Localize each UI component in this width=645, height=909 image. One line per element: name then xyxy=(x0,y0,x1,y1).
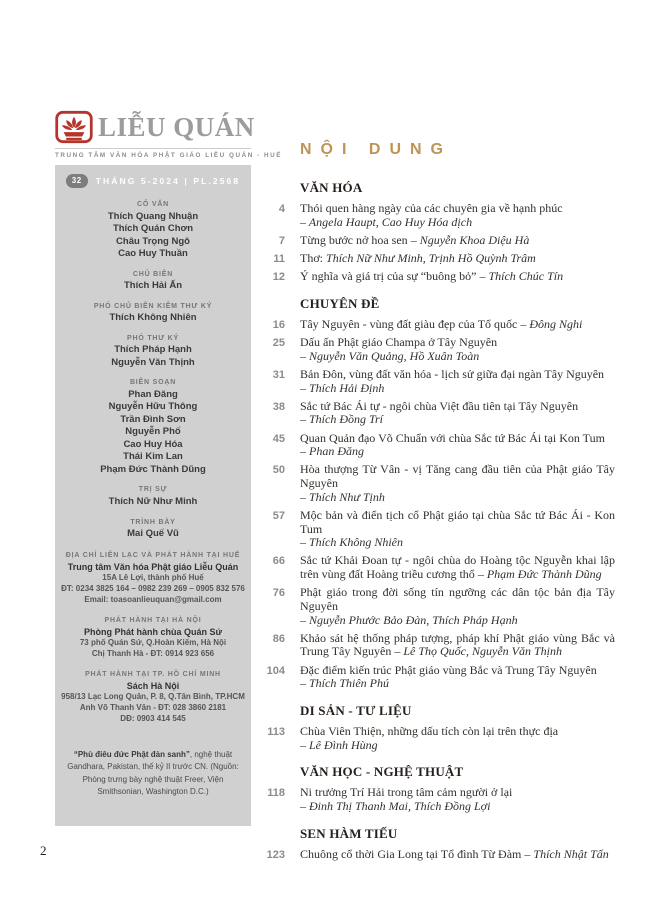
entry-body xyxy=(300,336,615,363)
entry-page-number: 11 xyxy=(273,253,285,266)
staff-section-co-van xyxy=(55,201,251,261)
contact-label: PHÁT HÀNH TẠI HÀ NỘI xyxy=(104,616,202,624)
entry-title: Bản Đôn, vùng đất văn hóa - lịch sử giữa đại ngàn Tây Nguyên xyxy=(300,366,605,381)
entry-page-number: 25 xyxy=(272,337,285,350)
staff-label: TRÌNH BÀY xyxy=(130,518,176,526)
entry-body xyxy=(300,586,615,627)
contact-block-hue xyxy=(55,552,251,606)
entry-author: – Đông Nghi xyxy=(520,316,583,331)
contact-block-hcmc xyxy=(55,671,251,725)
staff-name: Thích Nữ Như Minh xyxy=(108,495,198,507)
toc-section-chuyen-de xyxy=(255,296,615,691)
staff-section-chu-bien xyxy=(55,271,251,293)
entry-page-number: 12 xyxy=(272,271,285,284)
entry-body xyxy=(300,270,615,284)
contact-line: 958/13 Lạc Long Quân, P. 8, Q.Tân Bình, TP.HCM xyxy=(61,692,245,702)
staff-name: Nguyễn Văn Thịnh xyxy=(111,356,195,368)
entry-page-number: 76 xyxy=(272,587,285,600)
entry-page-number: 45 xyxy=(272,432,285,445)
issue-date: THÁNG 5-2024 | PL.2568 xyxy=(95,176,241,186)
staff-name: Cao Huy Thuần xyxy=(118,248,188,260)
staff-label: CỐ VẤN xyxy=(136,201,170,208)
contact-line: 73 phố Quán Sứ, Q.Hoàn Kiếm, Hà Nội xyxy=(79,638,227,648)
entry-page-number: 7 xyxy=(278,234,285,247)
toc-entry xyxy=(255,848,615,862)
entry-page-number: 118 xyxy=(267,787,285,800)
contact-line: 15A Lê Lợi, thành phố Huế xyxy=(102,573,204,583)
contact-name: Phòng Phát hành chùa Quán Sứ xyxy=(83,627,223,638)
toc-entry xyxy=(255,432,615,459)
toc-entry xyxy=(255,202,615,229)
contact-label: ĐỊA CHỈ LIÊN LẠC VÀ PHÁT HÀNH TẠI HUẾ xyxy=(65,551,241,559)
staff-section-trinh-bay xyxy=(55,519,251,541)
toc-section-title: VĂN HỌC - NGHỆ THUẬT xyxy=(300,764,464,780)
entry-body xyxy=(300,318,615,332)
toc-section-title: VĂN HÓA xyxy=(300,180,363,195)
toc-entry xyxy=(255,234,615,248)
entry-page-number: 50 xyxy=(272,464,285,477)
staff-name: Nguyễn Phố xyxy=(125,426,181,438)
entry-author: – Thích Hải Định xyxy=(300,380,385,395)
toc-section-title: CHUYÊN ĐỀ xyxy=(300,295,380,311)
toc-entry xyxy=(255,318,615,332)
entry-title: Phật giáo trong đời sống tín ngưỡng các dân tộc bản địa Tây Nguyên xyxy=(300,585,615,613)
entry-body xyxy=(300,202,615,229)
staff-name: Thích Quán Chơn xyxy=(112,223,194,235)
toc-entry xyxy=(255,400,615,427)
toc-entry xyxy=(255,664,615,691)
entry-author: – Phạm Đức Thành Dũng xyxy=(477,567,602,582)
entry-author: – Thích Như Tịnh xyxy=(300,489,385,504)
staff-section-pho-chu-bien xyxy=(55,303,251,325)
staff-label: PHÓ CHỦ BIÊN KIÊM THƯ KÝ xyxy=(93,302,213,310)
staff-name: Thích Quang Nhuận xyxy=(107,210,199,222)
contact-line: Email: toasoanlieuquan@gmail.com xyxy=(84,594,222,604)
entry-page-number: 4 xyxy=(278,203,285,215)
entry-author: – Phan Đăng xyxy=(300,444,364,459)
entry-page-number: 86 xyxy=(272,632,285,645)
entry-title: Dấu ấn Phật giáo Champa ở Tây Nguyên xyxy=(300,335,498,350)
masthead-info-panel xyxy=(55,165,251,826)
entry-title: Hòa thượng Từ Vân - vị Tăng cang đầu tiên của Phật giáo Tây Nguyên xyxy=(300,462,615,491)
entry-body xyxy=(300,554,615,581)
entry-body xyxy=(300,664,615,691)
issue-row xyxy=(55,171,251,191)
staff-label: TRỊ SỰ xyxy=(138,486,168,494)
contact-line: DĐ: 0903 414 545 xyxy=(120,714,186,724)
entry-title: Ý nghĩa và giá trị của sự “buông bỏ” xyxy=(300,269,477,284)
entry-author: – Nguyễn Văn Quảng, Hồ Xuân Toàn xyxy=(300,348,480,363)
entry-body xyxy=(300,234,615,248)
entry-title: Tây Nguyên - vùng đất giàu đẹp của Tổ quốc xyxy=(300,316,518,331)
staff-name: Thích Pháp Hạnh xyxy=(114,344,192,356)
staff-name: Mai Quế Vũ xyxy=(127,528,179,539)
staff-name: Trần Đình Sơn xyxy=(120,413,186,425)
toc-entry xyxy=(255,270,615,284)
toc-section-title: SEN HÀM TIẾU xyxy=(300,825,398,841)
entry-title: Thơ: xyxy=(300,251,324,266)
staff-name: Cao Huy Hóa xyxy=(123,438,183,450)
toc-section-van-hoc xyxy=(255,764,615,813)
contact-block-hanoi xyxy=(55,617,251,660)
entry-body xyxy=(300,432,615,459)
caption-title: “Phù điêu đức Phật đản sanh” xyxy=(73,749,190,759)
contact-line: ĐT: 0234 3825 164 – 0982 239 269 – 0905 832 576 xyxy=(61,583,245,593)
toc-section-sen-ham-tieu xyxy=(255,826,615,862)
folio-page-number: 2 xyxy=(40,843,47,858)
toc-entry xyxy=(255,554,615,581)
magazine-logo xyxy=(55,110,255,144)
cover-image-caption xyxy=(55,749,251,799)
staff-label: BIÊN SOẠN xyxy=(129,379,177,387)
staff-name: Thích Không Nhiên xyxy=(109,312,197,324)
toc-entry xyxy=(255,725,615,752)
staff-section-tri-su xyxy=(55,486,251,508)
entry-page-number: 38 xyxy=(272,400,285,413)
entry-title: Từng bước nở hoa sen xyxy=(300,232,408,247)
entry-body xyxy=(300,848,615,862)
entry-author: – Thích Chúc Tín xyxy=(479,269,564,284)
entry-author: Thích Nữ Như Minh, Trịnh Hồ Quỳnh Trâm xyxy=(326,251,536,266)
staff-name: Thích Hải Ấn xyxy=(123,280,183,292)
entry-title: Sắc tứ Khải Đoan tự - ngôi chùa do Hoàng tộc Nguyễn khai lập trên vùng đất Hoàng triều cương thổ xyxy=(300,553,615,582)
entry-body xyxy=(300,725,615,752)
toc-entry xyxy=(255,463,615,504)
entry-body xyxy=(300,463,615,504)
entry-title: Chuông cổ thời Gia Long tại Tổ đình Từ Đàm xyxy=(300,846,522,861)
entry-author: – Đinh Thị Thanh Mai, Thích Đồng Lợi xyxy=(300,799,491,813)
staff-label: CHỦ BIÊN xyxy=(132,270,174,278)
magazine-title: LIỄU QUÁN xyxy=(98,111,255,142)
entry-page-number: 66 xyxy=(272,555,285,568)
entry-title: Ni trưởng Trí Hải trong tâm cảm người ở lại xyxy=(300,785,513,800)
entry-page-number: 31 xyxy=(272,368,285,381)
staff-name: Phan Đăng xyxy=(128,388,178,400)
entry-body xyxy=(300,509,615,550)
caption-text: , nghệ thuật Gandhara, Pakistan, thế kỷ II trước CN. (Nguồn: Phòng trưng bày nghệ thuật Freer, Viện Smithsonian, Washington D.C.) xyxy=(67,749,239,796)
contact-name: Sách Hà Nội xyxy=(126,681,180,692)
entry-body xyxy=(300,786,615,813)
entry-page-number: 104 xyxy=(266,664,285,677)
entry-title: Mộc bản và điển tịch cổ Phật giáo tại chùa Sắc tứ Bác Ái - Kon Tum xyxy=(300,507,615,536)
entry-body xyxy=(300,400,615,427)
toc-heading: NỘI DUNG xyxy=(300,141,452,158)
staff-name: Phạm Đức Thành Dũng xyxy=(100,463,206,475)
contact-name: Trung tâm Văn hóa Phật giáo Liễu Quán xyxy=(67,562,239,573)
toc-entry xyxy=(255,336,615,363)
entry-title: Đặc điểm kiến trúc Phật giáo vùng Bắc và Trung Tây Nguyên xyxy=(300,662,597,677)
entry-body xyxy=(300,252,615,266)
staff-label: PHÓ THƯ KÝ xyxy=(127,334,179,342)
entry-title: Thói quen hàng ngày của các chuyên gia về hạnh phúc xyxy=(300,201,563,215)
lotus-seal-icon xyxy=(55,110,93,144)
entry-title: Sắc tứ Bác Ái tự - ngôi chùa Việt đầu tiên tại Tây Nguyên xyxy=(300,398,579,413)
entry-title: Chùa Viên Thiện, những dấu tích còn lại trên thực địa xyxy=(300,723,559,738)
toc-entry xyxy=(255,509,615,550)
entry-title: Quan Quản đạo Võ Chuẩn với chùa Sắc tứ Bác Ái tại Kon Tum xyxy=(300,430,605,445)
staff-name: Thái Kim Lan xyxy=(123,451,183,463)
issue-number-badge: 32 xyxy=(66,174,88,188)
toc-entry xyxy=(255,786,615,813)
contact-line: Anh Võ Thanh Vân - ĐT: 028 3860 2181 xyxy=(79,703,227,713)
entry-body xyxy=(300,368,615,395)
contact-label: PHÁT HÀNH TẠI TP. HỒ CHÍ MINH xyxy=(85,670,221,678)
toc-entry xyxy=(255,368,615,395)
toc-entry xyxy=(255,252,615,266)
entry-author: – Thích Đồng Trí xyxy=(300,412,384,427)
entry-author: – Angela Haupt, Cao Huy Hóa dịch xyxy=(300,214,473,229)
staff-name: Châu Trọng Ngô xyxy=(116,235,190,247)
toc-section-di-san xyxy=(255,703,615,752)
entry-body xyxy=(300,632,615,659)
staff-section-pho-thu-ky xyxy=(55,335,251,370)
entry-author: – Nguyễn Khoa Diệu Hà xyxy=(410,232,530,247)
entry-author: – Lê Thọ Quốc, Nguyễn Văn Thịnh xyxy=(394,644,563,659)
contact-line: Chị Thanh Hà - ĐT: 0914 923 656 xyxy=(91,649,215,658)
entry-page-number: 123 xyxy=(266,848,285,861)
entry-page-number: 16 xyxy=(272,318,285,331)
entry-author: – Thích Nhật Tấn xyxy=(524,846,609,861)
entry-page-number: 57 xyxy=(272,509,285,522)
staff-name: Nguyễn Hữu Thông xyxy=(108,401,198,413)
table-of-contents xyxy=(255,141,615,866)
entry-page-number: 113 xyxy=(267,725,285,738)
entry-author: – Thích Thiên Phú xyxy=(300,676,389,691)
entry-author: – Nguyễn Phước Bảo Đàn, Thích Pháp Hạnh xyxy=(300,612,518,627)
magazine-subtitle: TRUNG TÂM VĂN HÓA PHẬT GIÁO LIỄU QUÁN - HUẾ xyxy=(55,148,251,159)
toc-entry xyxy=(255,632,615,659)
entry-author: – Lê Đình Hùng xyxy=(300,737,378,752)
toc-section-van-hoa xyxy=(255,180,615,284)
entry-author: – Thích Không Nhiên xyxy=(300,535,404,550)
entry-title: Khảo sát hệ thống pháp tượng, pháp khí Phật giáo vùng Bắc và Trung Tây Nguyên xyxy=(300,630,615,659)
staff-section-bien-soan xyxy=(55,379,251,476)
toc-section-title: DI SẢN - TƯ LIỆU xyxy=(300,702,412,718)
toc-entry xyxy=(255,586,615,627)
